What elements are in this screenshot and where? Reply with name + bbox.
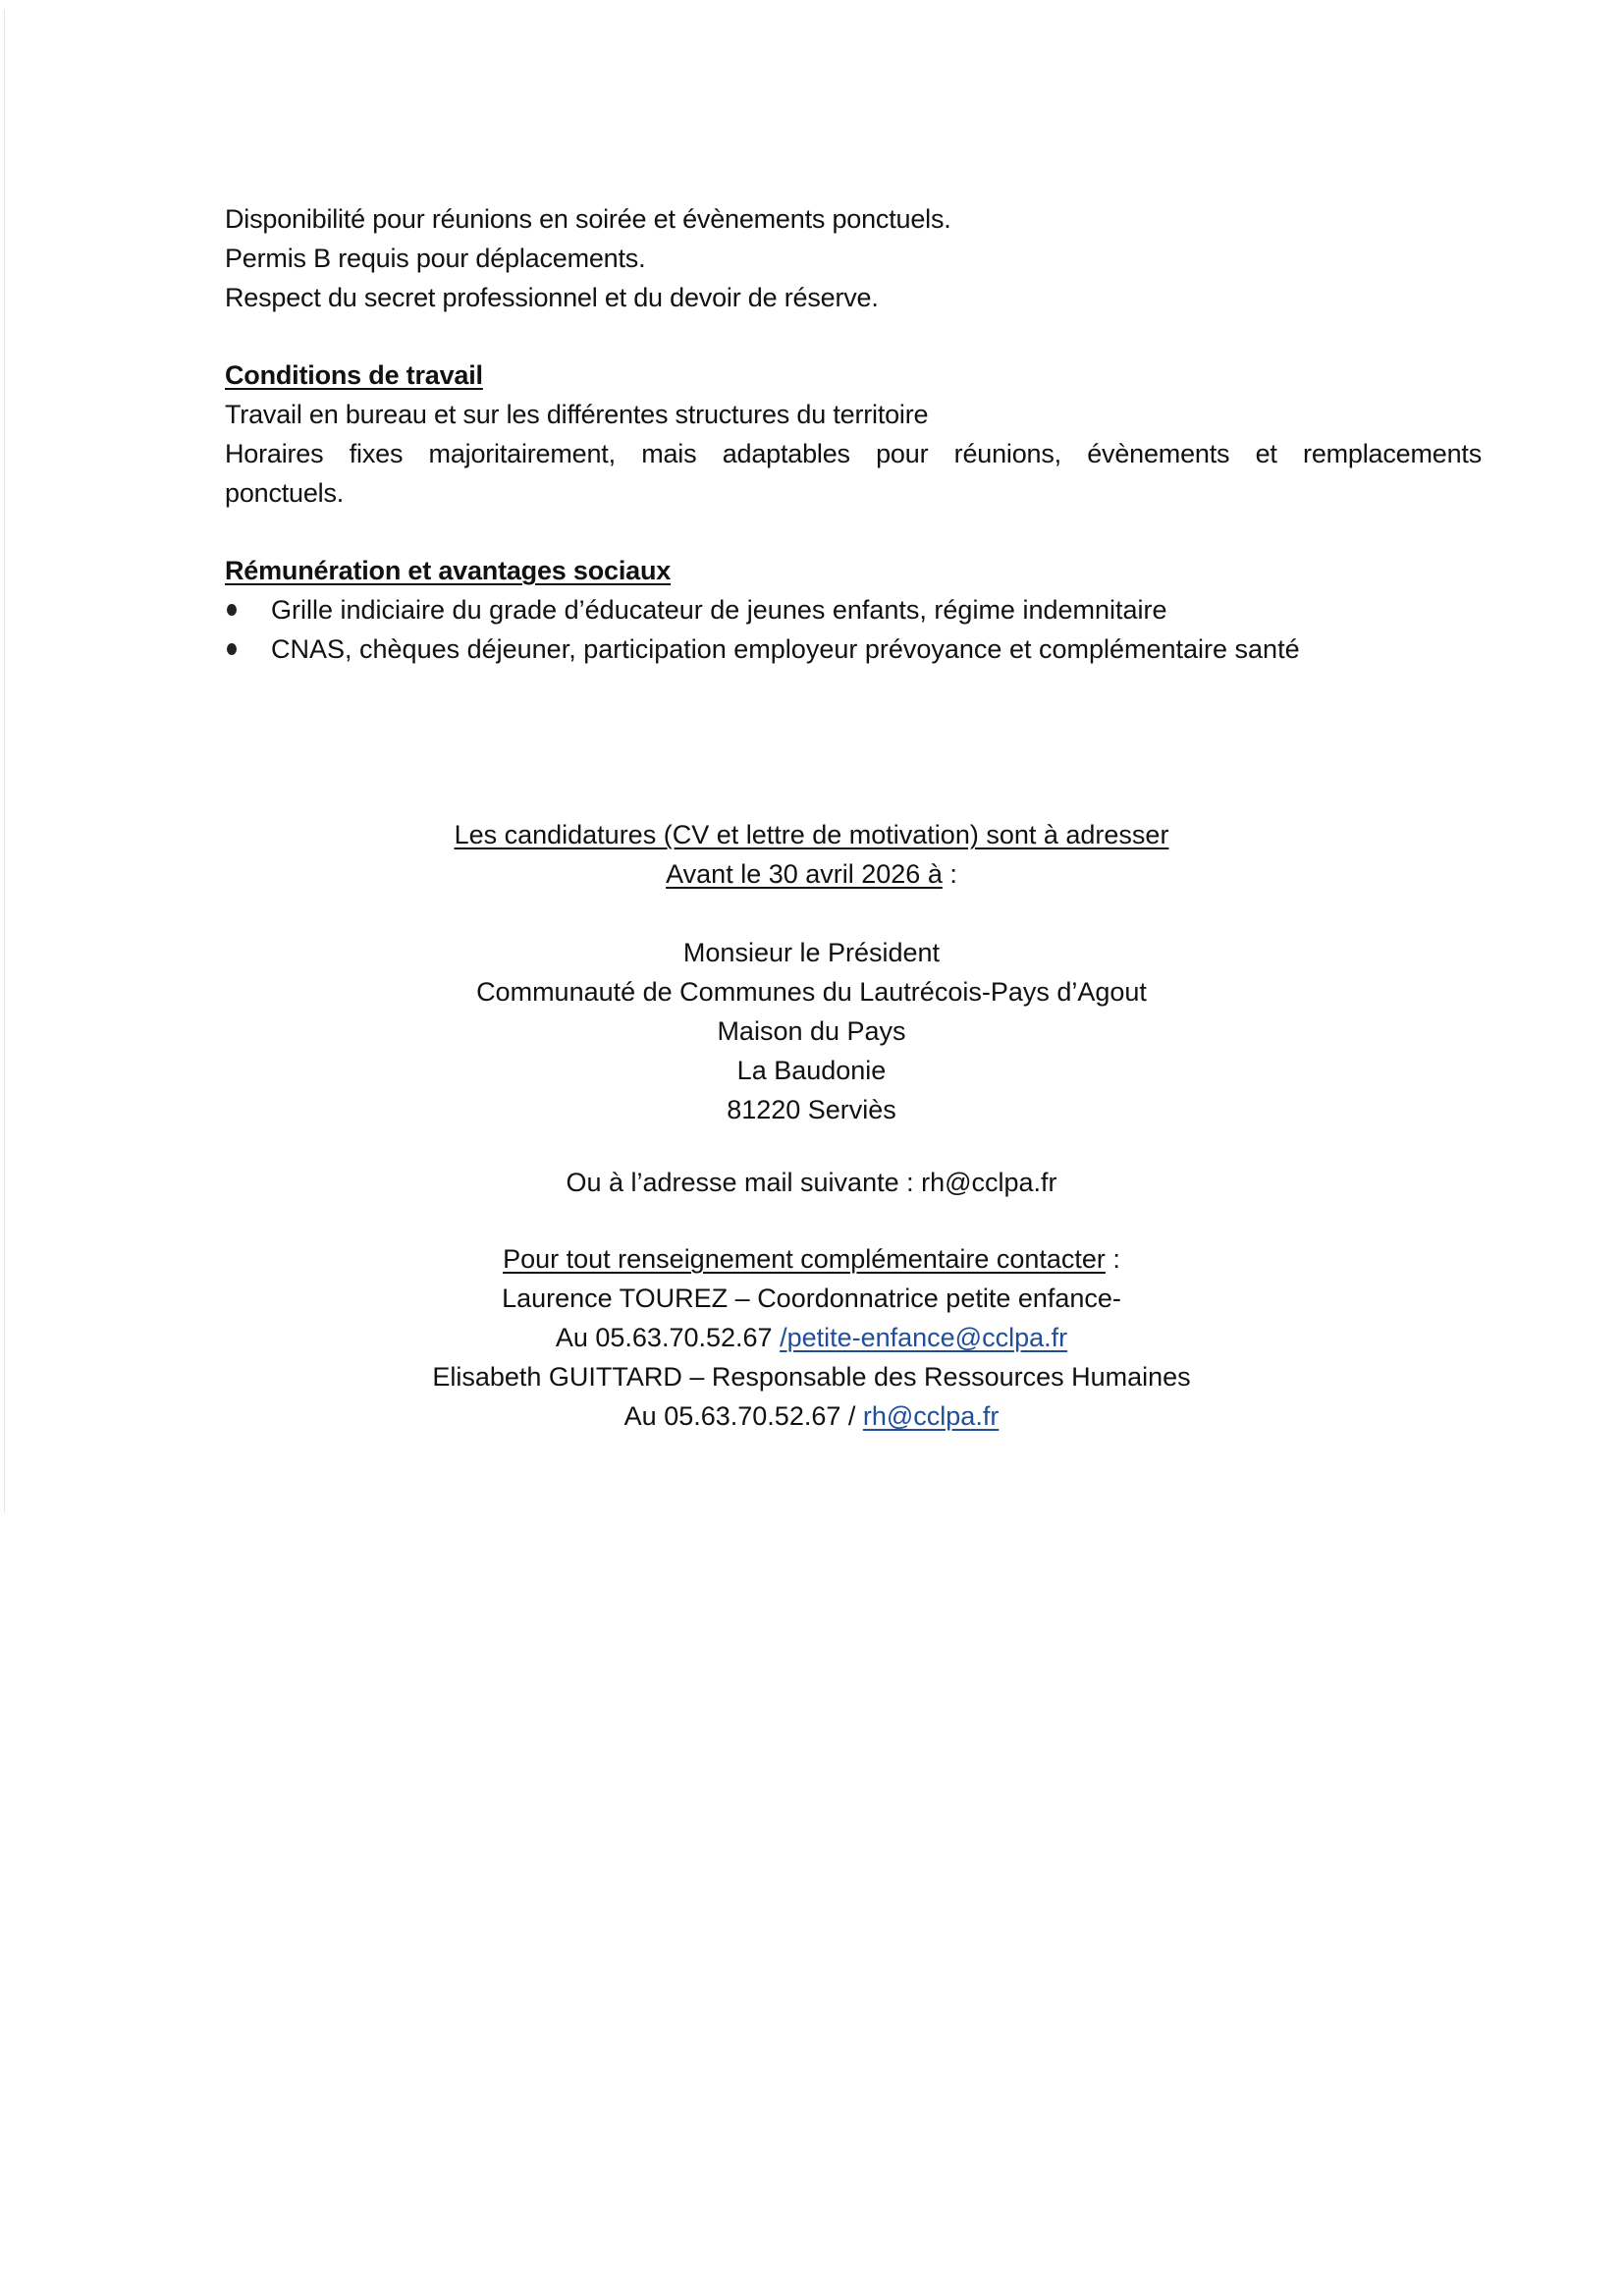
address-postal-city: 81220 Serviès [727, 1095, 896, 1124]
contact-1-phone: Au 05.63.70.52.67 [555, 1323, 781, 1352]
remuneration-bullet-item [225, 590, 1167, 629]
address-recipient: Monsieur le Président [682, 938, 941, 967]
conditions-line-1: Travail en bureau et sur les différentes structures du territoire [225, 400, 929, 429]
conditions-line-3: ponctuels. [225, 478, 345, 508]
application-deadline: Avant le 30 avril 2026 à [666, 859, 943, 889]
address-organization: Communauté de Communes du Lautrécois-Pays d’Agout [476, 977, 1147, 1007]
conditions-line-2: Horaires fixes majoritairement, mais adaptables pour réunions, évènements et remplacements [225, 439, 1482, 468]
bullet-text: CNAS, chèques déjeuner, participation employeur prévoyance et complémentaire santé [271, 634, 1300, 664]
requirement-license: Permis B requis pour déplacements. [225, 244, 646, 273]
conditions-heading: Conditions de travail [225, 360, 483, 390]
application-instruction: Les candidatures (CV et lettre de motivation) sont à adresser [454, 820, 1169, 849]
application-block [0, 815, 1623, 1436]
remuneration-heading: Rémunération et avantages sociaux [225, 556, 672, 585]
address-building: Maison du Pays [717, 1016, 906, 1046]
contact-1-email-link[interactable]: /petite-enfance@cclpa.fr [780, 1323, 1068, 1352]
requirement-availability: Disponibilité pour réunions en soirée et évènements ponctuels. [225, 204, 951, 234]
bullet-icon [227, 604, 237, 616]
bullet-text: Grille indiciaire du grade d’éducateur de jeunes enfants, régime indemnitaire [271, 595, 1167, 625]
contact-2-email-link[interactable]: rh@cclpa.fr [862, 1401, 1000, 1431]
contact-1-name: Laurence TOUREZ – Coordonnatrice petite enfance- [502, 1284, 1121, 1313]
contact-2-name: Elisabeth GUITTARD – Responsable des Ressources Humaines [432, 1362, 1191, 1392]
remuneration-bullet-item [225, 629, 1300, 669]
application-email-line: Ou à l’adresse mail suivante : rh@cclpa.fr [566, 1168, 1057, 1197]
bullet-icon [227, 643, 237, 655]
contacts-heading: Pour tout renseignement complémentaire contacter [503, 1244, 1106, 1274]
deadline-colon: : [942, 859, 957, 889]
contact-2-phone: Au 05.63.70.52.67 / [623, 1401, 863, 1431]
contacts-heading-colon: : [1105, 1244, 1120, 1274]
requirement-confidentiality: Respect du secret professionnel et du devoir de réserve. [225, 283, 879, 312]
address-locality: La Baudonie [736, 1056, 887, 1085]
